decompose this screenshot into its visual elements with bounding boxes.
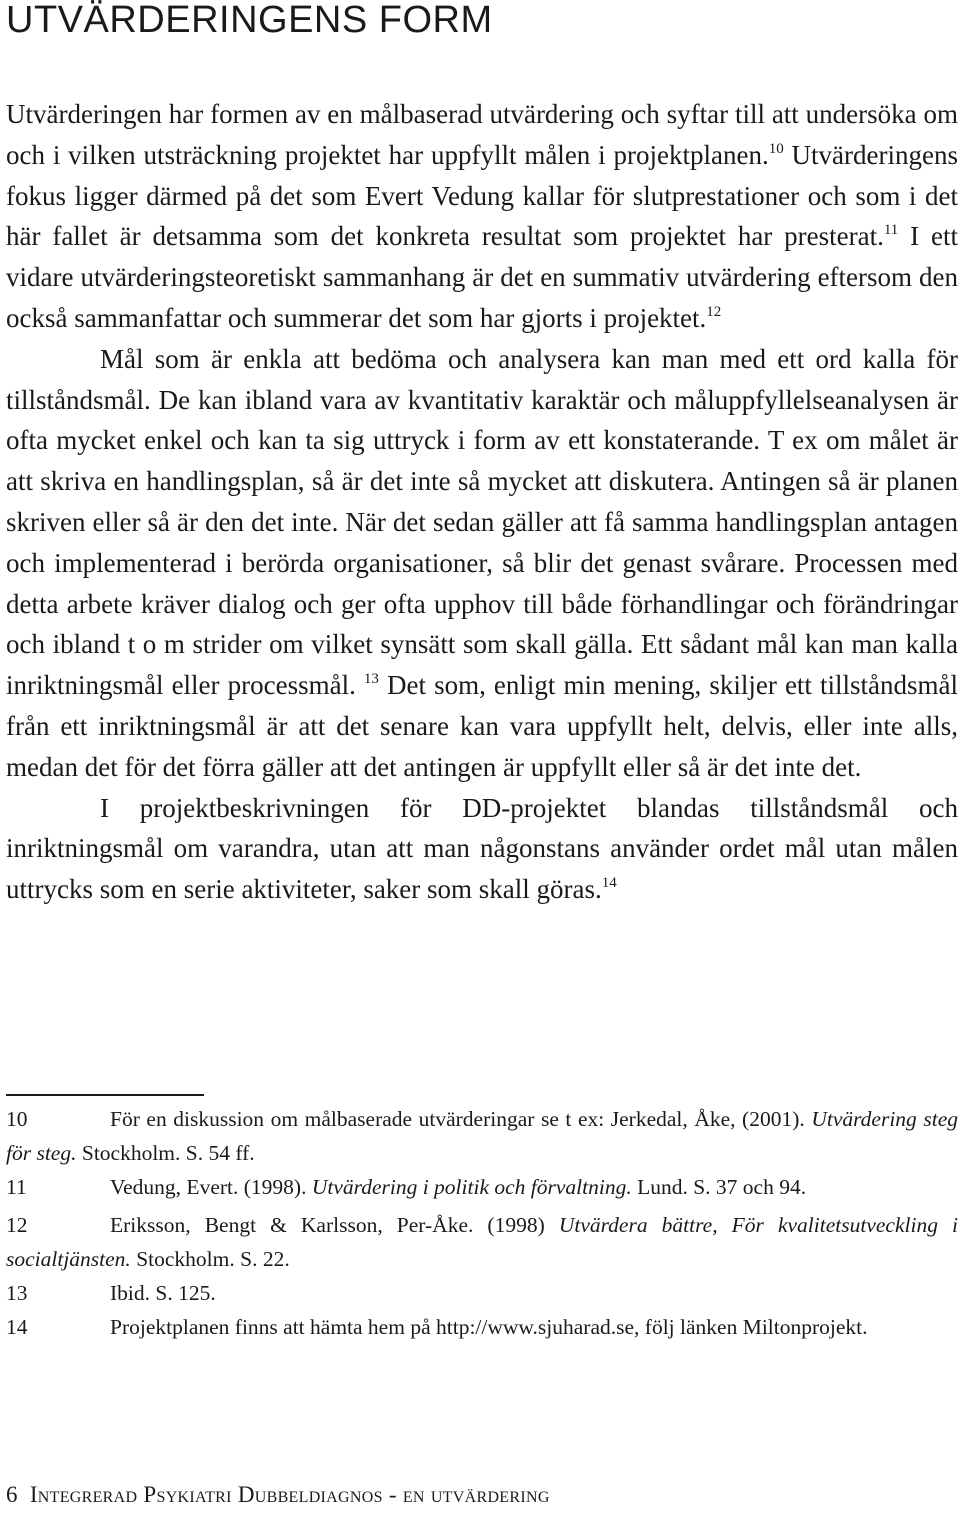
footnote-after: Stockholm. S. 22. (130, 1247, 290, 1271)
running-title: Integrerad Psykiatri Dubbeldiagnos - en utvärdering (29, 1482, 550, 1507)
paragraph-2-text-a: Mål som är enkla att bedöma och analysera kan man med ett ord kalla för tillståndsmål. De kan ibland vara av kvantitativ karaktär och måluppfyllelseanalysen är ofta mycket enkel och kan ta sig uttryck i form av ett konstaterande. T ex om målet är att skriva en handlingsplan, så är det inte så mycket att diskutera. Antingen så är planen skriven eller så är den det inte. När det sedan gäller att få samma handlingsplan antagen och implementerad i berörda organisationer, så blir det genast svårare. Processen med detta arbete kräver dialog och ger ofta upphov till både förhandlingar och förändringar och ibland t o m strider om vilket synsätt som skall gälla. Ett sådant mål kan man kalla inriktningsmål eller processmål. (6, 343, 958, 701)
paragraph-1-text-a: Utvärderingen har formen av en målbaserad utvärdering och syftar till att undersöka om och i vilken utsträckning projektet har uppfyllt målen i projektplanen. (6, 99, 958, 170)
paragraph-3-text: I projektbeskrivningen för DD-projektet blandas tillståndsmål och inriktningsmål om varandra, utan att man någonstans använder ordet mål utan målen uttrycks som en serie aktiviteter, saker som skall göras. (6, 792, 958, 905)
page-footer (6, 1480, 550, 1510)
paragraph-2 (6, 339, 958, 788)
paragraph-1 (6, 94, 958, 339)
footnote-after: Stockholm. S. 54 ff. (76, 1141, 255, 1165)
footnote-text: För en diskussion om målbaserade utvärderingar se t ex: Jerkedal, Åke, (2001). (110, 1107, 812, 1131)
footnote-number: 14 (6, 1315, 28, 1339)
footnote-after: Lund. S. 37 och 94. (631, 1175, 807, 1199)
body-text (6, 94, 958, 910)
paragraph-1-text-c: I ett vidare utvärderingsteoretiskt sammanhang är det en summativ utvärdering eftersom den också sammanfattar och summerar det som har gjorts i projektet. (6, 221, 958, 333)
footnote-divider (6, 1094, 204, 1096)
paragraph-2-text-b: Det som, enligt min mening, skiljer ett tillståndsmål från ett inriktningsmål är att det senare kan vara uppfyllt helt, delvis, eller inte alls, medan det för det förra gäller att det antingen är uppfyllt eller så är det inte det. (6, 670, 959, 782)
footnote-title: Utvärdering steg för steg. (6, 1107, 958, 1165)
footnote-text: Projektplanen finns att hämta hem på http://www.sjuharad.se, följ länken Miltonprojekt. (110, 1315, 868, 1339)
paragraph-3 (6, 788, 958, 910)
page-number: 6 (6, 1482, 18, 1507)
footnote-text: Ibid. S. 125. (110, 1281, 216, 1305)
footnote-ref-14[interactable]: 14 (601, 875, 617, 892)
footnote-text: Vedung, Evert. (1998). (110, 1175, 312, 1199)
footnote-number: 10 (6, 1107, 28, 1131)
footnote-title: Utvärdera bättre, För kvalitetsutveckling i socialtjänsten. (6, 1213, 958, 1271)
footnote-13 (6, 1276, 958, 1310)
footnote-14 (6, 1310, 958, 1344)
footnote-ref-10[interactable]: 10 (768, 140, 784, 157)
footnotes (6, 1102, 958, 1344)
section-heading: UTVÄRDERINGENS FORM (6, 0, 493, 41)
footnote-11 (6, 1170, 958, 1204)
footnote-title: Utvärdering i politik och förvaltning. (311, 1175, 632, 1199)
footnote-ref-11[interactable]: 11 (883, 222, 899, 239)
paragraph-1-text-b: Utvärderingens fokus ligger därmed på det som Evert Vedung kallar för slutprestationer och som i det här fallet är detsamma som det konkreta resultat som projektet har presterat. (6, 139, 958, 252)
footnote-number: 13 (6, 1281, 28, 1305)
footnote-number: 11 (6, 1175, 27, 1199)
footnote-ref-13[interactable]: 13 (363, 671, 379, 688)
footnote-text: Eriksson, Bengt & Karlsson, Per-Åke. (1998) (110, 1213, 559, 1237)
footnote-12 (6, 1208, 958, 1276)
footnote-ref-12[interactable]: 12 (706, 303, 722, 320)
footnote-10 (6, 1102, 958, 1170)
footnote-number: 12 (6, 1213, 28, 1237)
